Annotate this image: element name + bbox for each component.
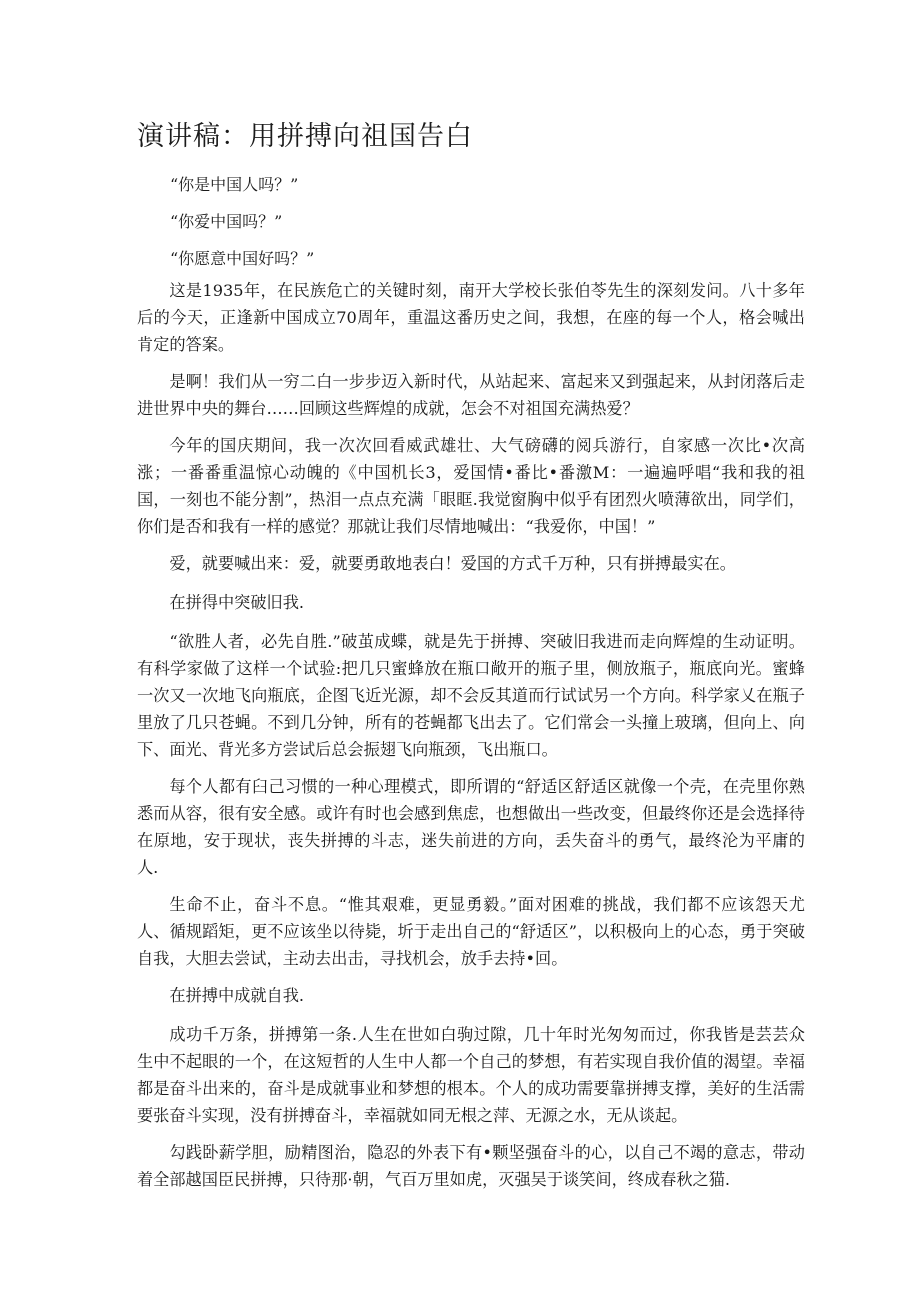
paragraph: 成功千万条，拼搏第一条.人生在世如白驹过隙，几十年时光匆匆而过，你我皆是芸芸众生中不起眼的一个，在这短哲的人生中人都一个自己的梦想，有若实现自我价值的渴望。幸福都是奋斗出来的，奋斗是成就事业和梦想的根本。个人的成功需要靠拼搏支撑，美好的生活需要张奋斗实现，没有拼搏奋斗，幸福就如同无根之萍、无源之水，无从谈起。 <box>137 1025 805 1125</box>
paragraph: 每个人都有臼己习惯的一种心理模式，即所谓的“舒适区舒适区就像一个壳，在壳里你熟悉而从容，很有安全感。或许有时也会感到焦虑，也想做出一些改变，但最终你还是会选择待在原地，安于现状，丧失拼搏的斗志，迷失前进的方向，丢失奋斗的勇气，最终沦为平庸的人. <box>137 777 805 877</box>
paragraph: “欲胜人者，必先自胜.”破茧成蝶，就是先于拼搏、突破旧我进而走向辉煌的生动证明。有科学家做了这样一个试验:把几只蜜蜂放在瓶口敞开的瓶子里，侧放瓶子，瓶底向光。蜜蜂一次又一次地飞向瓶底，企图飞近光源，却不会反其道而行试试另一个方向。科学家乂在瓶子里放了几只苍蝇。不到几分钟，所有的苍蝇都飞出去了。它们常会一头撞上玻璃，但向上、向下、面光、背光多方尝试后总会振翅飞向瓶颈，飞出瓶口。 <box>137 632 805 759</box>
speech-body <box>137 277 805 1203</box>
opening-questions <box>170 172 314 283</box>
page-title: 演讲稿：用拼搏向祖国告白 <box>137 121 473 152</box>
question-line: “你爱中国吗？” <box>170 212 283 231</box>
question-line: “你愿意中国好吗？” <box>170 249 315 268</box>
paragraph: 爱，就要喊出来：爱，就要勇敢地表白！爱国的方式千万种，只有拼搏最实在。 <box>169 554 736 573</box>
paragraph: 勾践卧薪学胆，励精图治，隐忍的外表下有•颗坚强奋斗的心，以自己不竭的意志，带动着全部越国臣民拼搏，只待那·朝，气百万里如虎，灭强吴于谈笑间，终成春秋之猫. <box>137 1143 805 1189</box>
paragraph: 生命不止，奋斗不息。“惟其艰难，更显勇毅。”面对困难的挑战，我们都不应该怨天尤人、循规蹈矩，更不应该坐以待毙，圻于走出自己的“舒适区”，以积极向上的心态，勇于突破自我，大胆去尝试，主动去出击，寻找机会，放手去持•回。 <box>137 895 805 968</box>
paragraph: 是啊！我们从一穷二白一步步迈入新时代，从站起来、富起来又到强起来，从封闭落后走进世界中央的舞台……回顾这些辉煌的成就，怎会不对祖国充满热爱？ <box>137 372 805 418</box>
paragraph: 这是1935年，在民族危亡的关键时刻，南开大学校长张伯苓先生的深刻发问。八十多年后的今天，正逢新中国成立70周年，重温这番历史之间，我想，在座的每一个人，格会喊出肯定的答案。 <box>137 281 805 354</box>
paragraph: 今年的国庆期间，我一次次回看威武雄壮、大气磅礴的阅兵游行，自家感一次比•次高涨；一番番重温惊心动魄的《中国机长3，爱国情•番比•番激M：一遍遍呼唱“我和我的祖国，一刻也不能分割”，热泪一点点充满「眼眶.我觉窗胸中似乎有团烈火喷薄欲出，同学们，你们是否和我有一样的感觉？那就让我们尽情地喊出：“我爱你，中国！” <box>137 436 805 536</box>
question-line: “你是中国人吗？” <box>170 175 299 194</box>
section-heading: 在拼得中突破旧我. <box>169 593 305 612</box>
section-heading: 在拼搏中成就自我. <box>169 986 305 1005</box>
